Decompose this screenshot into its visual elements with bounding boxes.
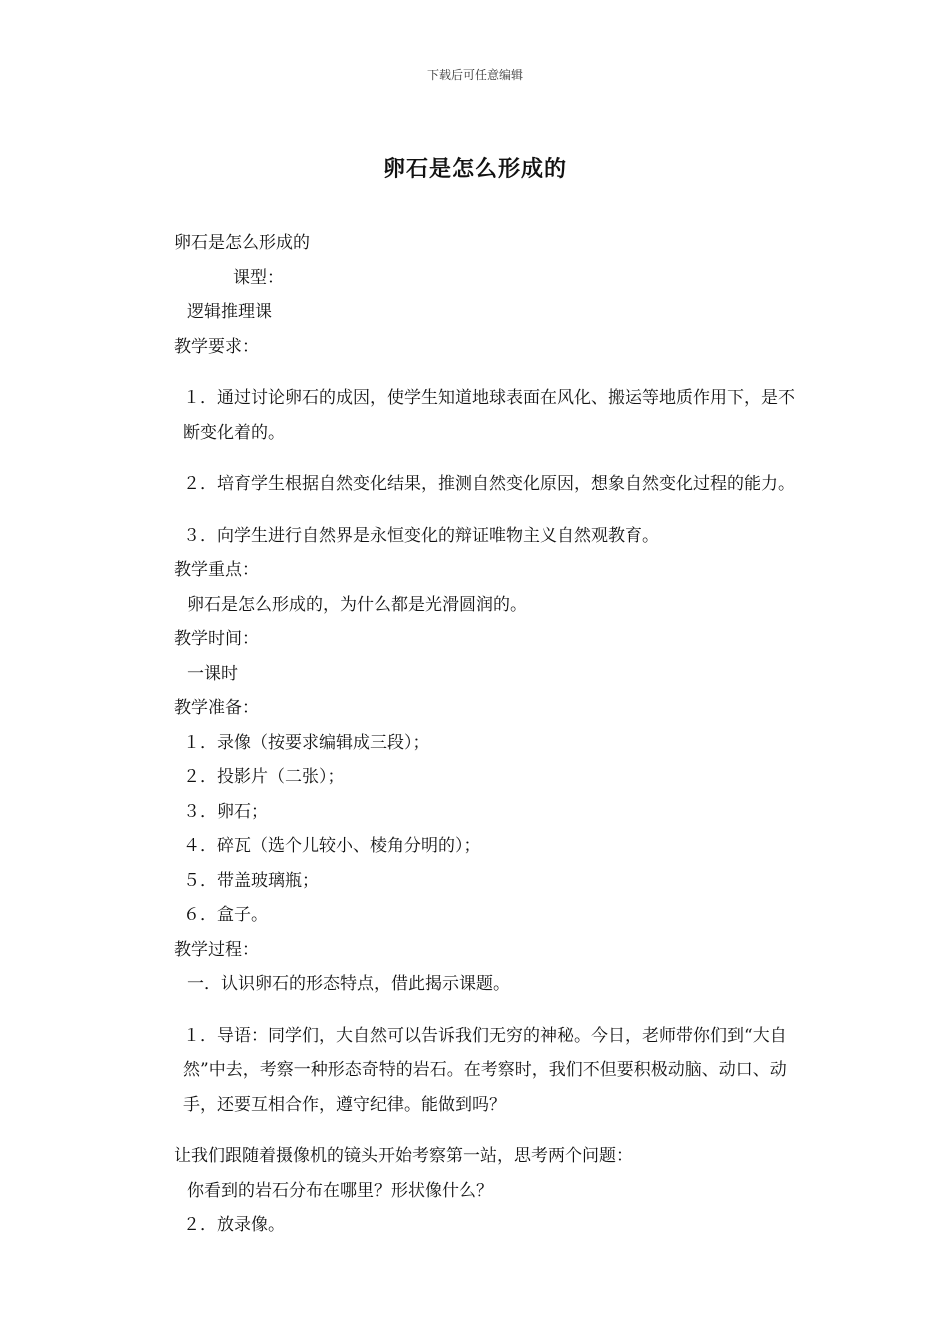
lesson-type: 逻辑推理课 [187, 302, 272, 322]
requirement-item: ２．培育学生根据自然变化结果，推测自然变化原因，想象自然变化过程的能力。 [183, 474, 795, 494]
process-step: １．导语：同学们，大自然可以告诉我们无穷的神秘。今日，老师带你们到“大自然”中去，考察一种形态奇特的岩石。在考察时，我们不但要积极动脑、动口、动手，还要互相合作，遵守纪律。能做到吗？ [183, 1025, 787, 1115]
prep-item: ３．卵石； [183, 801, 268, 822]
lesson-type-label: 课型： [233, 267, 284, 288]
time-text: 一课时 [187, 663, 238, 684]
process-heading: 教学过程： [174, 939, 259, 960]
document-title: 卵石是怎么形成的 [382, 156, 567, 182]
focus-text: 卵石是怎么形成的，为什么都是光滑圆润的。 [187, 594, 527, 615]
focus-heading: 教学重点： [174, 560, 259, 580]
subtitle: 卵石是怎么形成的 [174, 233, 310, 253]
prep-heading: 教学准备： [174, 698, 259, 718]
process-step: 让我们跟随着摄像机的镜头开始考察第一站，思考两个问题： [174, 1146, 633, 1166]
prep-item: １．录像（按要求编辑成三段）； [183, 732, 430, 753]
time-heading: 教学时间： [174, 629, 259, 649]
requirement-item: １．通过讨论卵石的成因，使学生知道地球表面在风化、搬运等地质作用下，是不断变化着的。 [183, 388, 795, 443]
prep-item: ４．碎瓦（选个儿较小、棱角分明的）； [183, 836, 481, 856]
requirements-heading: 教学要求： [174, 336, 259, 357]
process-step: ２．放录像。 [183, 1215, 285, 1235]
prep-item: ６．盒子。 [183, 905, 268, 925]
requirement-item: ３．向学生进行自然界是永恒变化的辩证唯物主义自然观教育。 [183, 525, 659, 546]
process-step: 一．认识卵石的形态特点，借此揭示课题。 [187, 974, 510, 994]
process-step: 你看到的岩石分布在哪里？形状像什么？ [187, 1180, 493, 1201]
prep-item: ２．投影片（二张）； [183, 767, 345, 787]
header-note: 下载后可任意编辑 [426, 68, 523, 82]
document-body [145, 226, 810, 1243]
prep-item: ５．带盖玻璃瓶； [183, 870, 319, 891]
